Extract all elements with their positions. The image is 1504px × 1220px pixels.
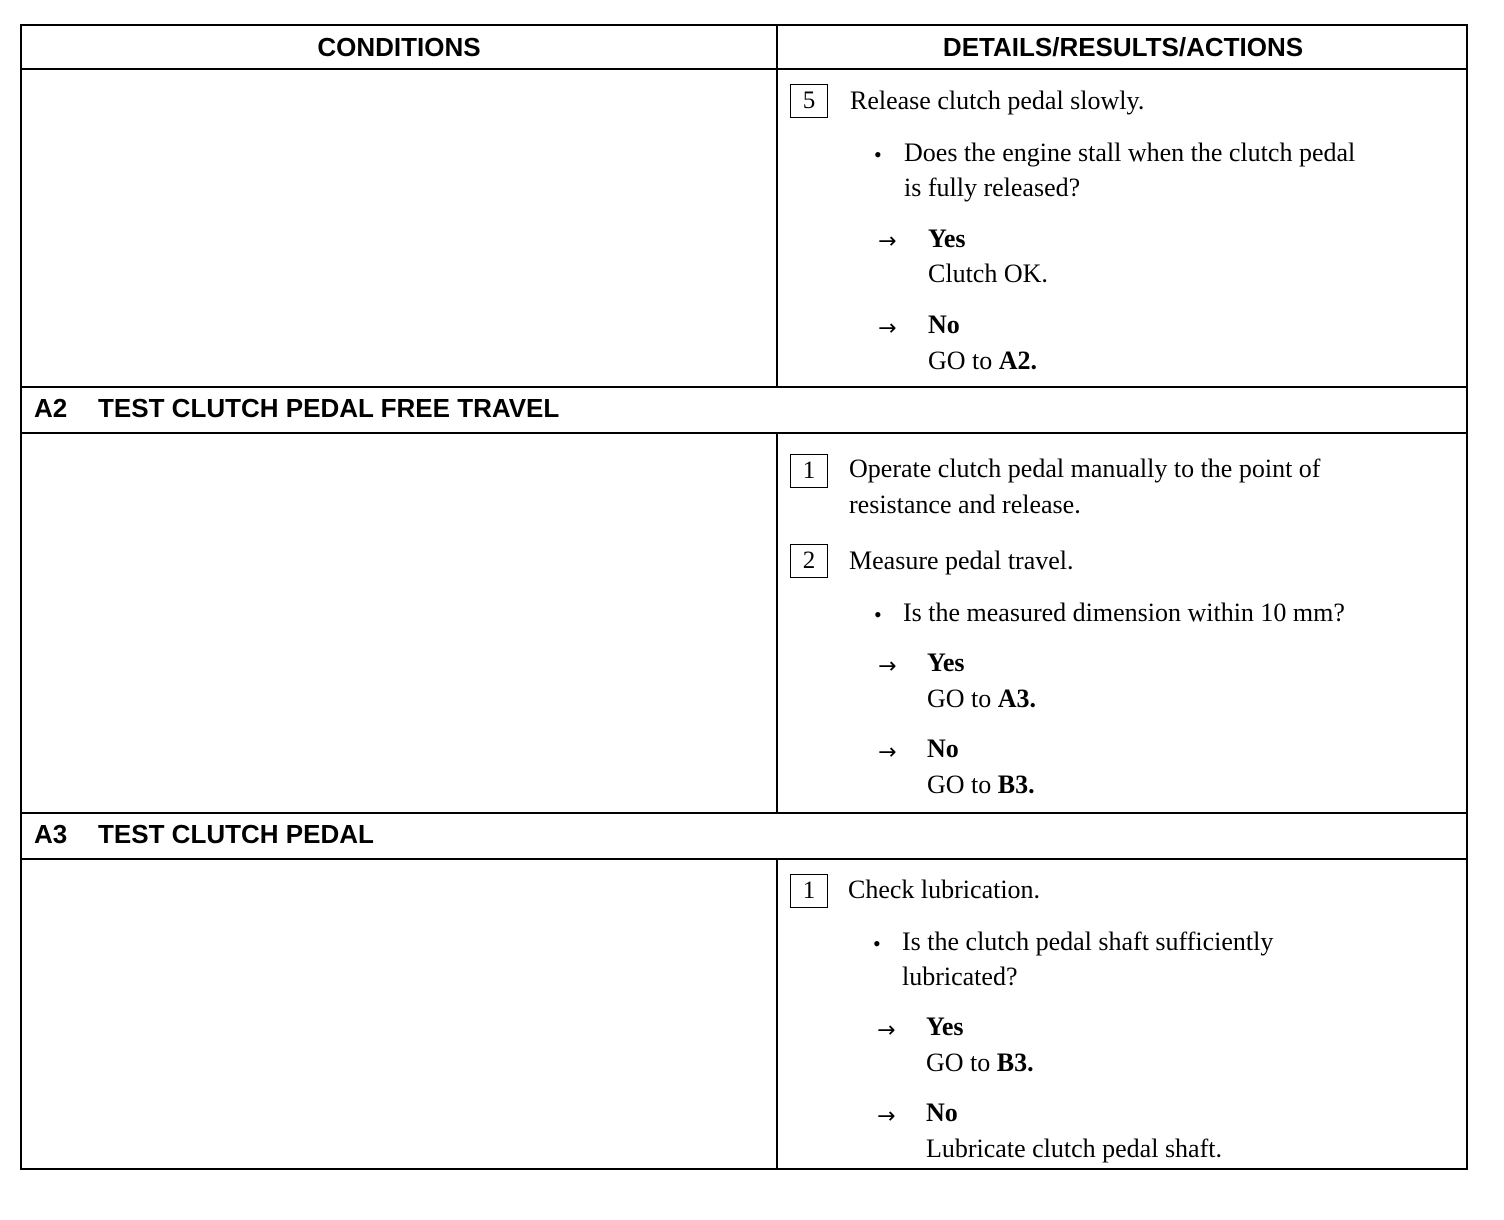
no-result: GO to B3.	[927, 770, 1035, 799]
conditions-header: CONDITIONS	[317, 32, 481, 62]
section-title: TEST CLUTCH PEDAL	[98, 819, 374, 849]
column-divider-a3	[776, 860, 778, 1170]
no-label: No	[928, 310, 960, 339]
step-reference: A2.	[998, 346, 1038, 375]
step-text: Measure pedal travel.	[849, 546, 1074, 575]
yes-result: Clutch OK.	[928, 259, 1048, 288]
step-text: Release clutch pedal slowly.	[850, 86, 1145, 115]
yes-label: Yes	[926, 1012, 964, 1041]
section-id: A2	[34, 393, 68, 423]
arrow-right-icon: →	[878, 740, 897, 765]
no-result: GO to A2.	[928, 346, 1038, 375]
question-line: Is the clutch pedal shaft sufficiently	[902, 927, 1274, 956]
diagnostic-table	[20, 24, 1468, 1170]
step-number-box: 1	[790, 454, 828, 488]
step-reference: A3.	[997, 684, 1037, 713]
section-heading-a2	[22, 388, 1466, 432]
step-text: resistance and release.	[849, 490, 1081, 519]
step-number-box: 1	[790, 874, 828, 908]
yes-result: GO to B3.	[926, 1048, 1034, 1077]
bullet-icon: •	[873, 931, 881, 956]
yes-label: Yes	[927, 648, 965, 677]
question-line: is fully released?	[904, 173, 1081, 202]
section-heading-a3	[22, 814, 1466, 858]
column-divider-a2	[776, 434, 778, 812]
step-text: Check lubrication.	[848, 875, 1041, 904]
question-line: Is the measured dimension within 10 mm?	[903, 598, 1345, 627]
step-text: Operate clutch pedal manually to the point of	[849, 454, 1321, 483]
header-divider	[776, 26, 778, 68]
bullet-icon: •	[874, 142, 882, 167]
section-title: TEST CLUTCH PEDAL FREE TRAVEL	[98, 393, 560, 423]
arrow-right-icon: →	[878, 316, 897, 341]
row-divider	[22, 432, 1466, 434]
question-line: Does the engine stall when the clutch pedal	[904, 138, 1356, 167]
row-divider	[22, 858, 1466, 860]
step-number-box: 5	[790, 84, 828, 118]
question-line: lubricated?	[902, 962, 1018, 991]
step-number-box: 2	[790, 544, 828, 578]
details-header: DETAILS/RESULTS/ACTIONS	[942, 32, 1304, 62]
step-reference: B3.	[996, 1048, 1034, 1077]
yes-result: GO to A3.	[927, 684, 1037, 713]
section-id: A3	[34, 819, 68, 849]
step-reference: B3.	[997, 770, 1035, 799]
arrow-right-icon: →	[878, 229, 897, 254]
arrow-right-icon: →	[877, 1104, 896, 1129]
no-label: No	[926, 1098, 958, 1127]
arrow-right-icon: →	[878, 654, 897, 679]
yes-label: Yes	[928, 224, 966, 253]
no-label: No	[927, 734, 959, 763]
table-header	[22, 26, 1466, 70]
bullet-icon: •	[874, 602, 882, 627]
arrow-right-icon: →	[877, 1018, 896, 1043]
no-result: Lubricate clutch pedal shaft.	[926, 1134, 1222, 1163]
column-divider-a1	[776, 70, 778, 386]
